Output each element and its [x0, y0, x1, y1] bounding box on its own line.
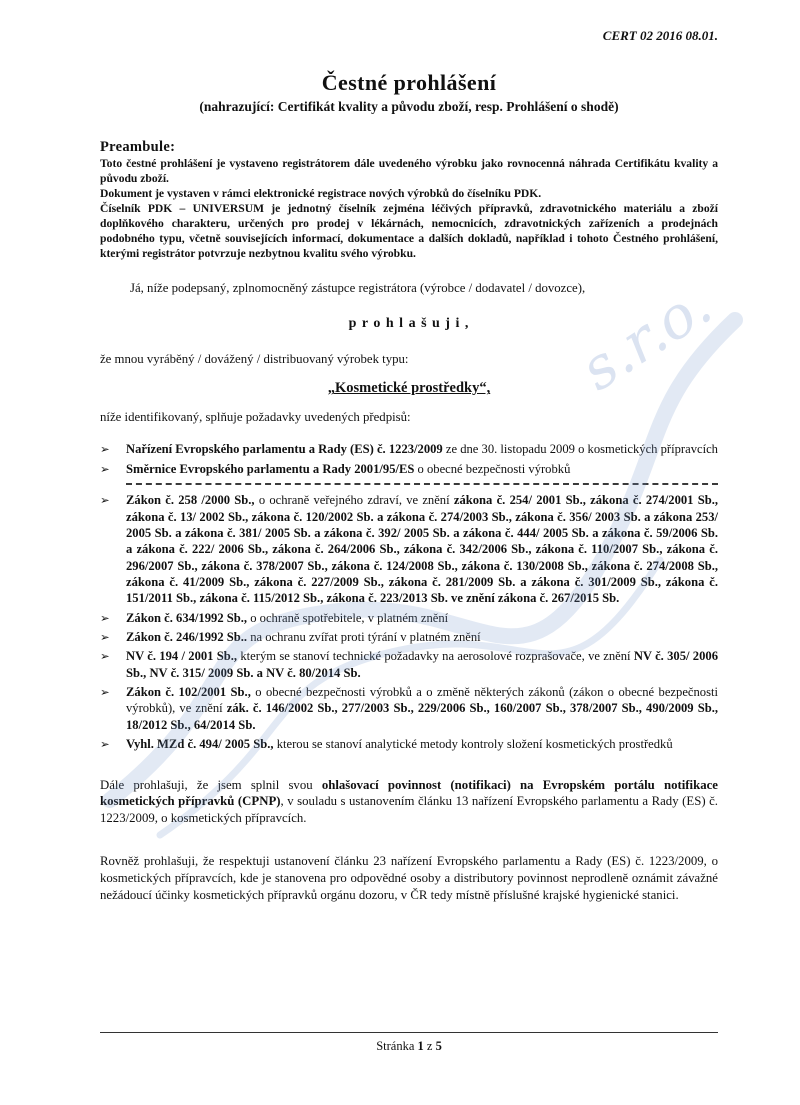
product-type: „Kosmetické prostředky“,	[327, 380, 491, 397]
law-item-text: Vyhl. MZd č. 494/ 2005 Sb., kterou se stanoví analytické metody kontroly složení kosmetických prostředků	[126, 737, 673, 752]
declaration-intro: Já, níže podepsaný, zplnomocněný zástupce registrátora (výrobce / dodavatel / dovozce),	[130, 281, 586, 296]
document-reference-code: CERT 02 2016 08.01.	[602, 28, 718, 43]
arrow-bullet-icon: ➢	[100, 444, 110, 457]
page-subtitle: (nahrazující: Certifikát kvality a původu zboží, resp. Prohlášení o shodě)	[199, 99, 619, 114]
law-item-text: Nařízení Evropského parlamentu a Rady (ES) č. 1223/2009 ze dne 30. listopadu 2009 o kosmetických přípravcích	[126, 442, 718, 457]
law-item	[100, 492, 718, 607]
law-item-text: Směrnice Evropského parlamentu a Rady 2001/95/ES o obecné bezpečnosti výrobků	[126, 461, 571, 476]
arrow-bullet-icon: ➢	[100, 495, 110, 508]
page-footer: Stránka 1 z 5	[100, 1032, 718, 1054]
compliance-line: níže identifikovaný, splňuje požadavky uvedených předpisů:	[100, 410, 411, 425]
arrow-bullet-icon: ➢	[100, 651, 110, 664]
law-item	[100, 684, 718, 733]
law-item	[100, 441, 718, 457]
preamble-paragraph: Dokument je vystaven v rámci elektronické registrace nových výrobků do číselníku PDK.	[100, 187, 542, 201]
closing-section	[100, 777, 718, 904]
law-item	[100, 610, 718, 626]
arrow-bullet-icon: ➢	[100, 687, 110, 700]
law-item-text: NV č. 194 / 2001 Sb., kterým se stanoví technické požadavky na aerosolové rozprašovače, ve znění NV č. 305/ 2006 Sb., NV č. 315/ 2009 Sb. a NV č. 80/2014 Sb.	[126, 649, 718, 680]
dashed-separator	[126, 483, 718, 485]
product-line: že mnou vyráběný / dovážený / distribuovaný výrobek typu:	[100, 352, 409, 367]
law-item	[100, 461, 718, 477]
law-item	[100, 736, 718, 752]
watermark-text: s.r.o.	[568, 270, 724, 404]
law-item-text: Zákon č. 246/1992 Sb.. na ochranu zvířat proti týrání v platném znění	[126, 630, 481, 645]
law-item	[100, 629, 718, 645]
closing-paragraph-article23: Rovněž prohlašuji, že respektuji ustanovení článku 23 nařízení Evropského parlamentu a Rady (ES) č. 1223/2009, o kosmetických přípravcích, kde je stanovena pro odpovědné osoby a distributory povinnost neprodleně oznámit závažné nežádoucí účinky kosmetických přípravků orgánu dozoru, v ČR tedy místně příslušné krajské hygienické stanici.	[100, 854, 718, 902]
law-item	[100, 648, 718, 681]
law-item-text: Zákon č. 634/1992 Sb., o ochraně spotřebitele, v platném znění	[126, 610, 449, 625]
preamble-paragraph: Toto čestné prohlášení je vystaveno registrátorem dále uvedeného výrobku jako rovnocenná náhrada Certifikátu kvality a původu zboží.	[100, 157, 718, 186]
page-title: Čestné prohlášení	[321, 70, 497, 95]
arrow-bullet-icon: ➢	[100, 739, 110, 752]
law-list	[100, 441, 718, 752]
preamble-heading: Preambule:	[100, 139, 176, 155]
arrow-bullet-icon: ➢	[100, 463, 110, 476]
declaration-verb: p r o h l a š u j i ,	[348, 316, 470, 332]
closing-paragraph-notification: Dále prohlašuji, že jsem splnil svou ohlašovací povinnost (notifikaci) na Evropském portálu notifikace kosmetických přípravků (CPNP), v souladu s ustanovením článku 13 nařízení Evropského parlamentu a Rady (ES) č. 1223/2009, o kosmetických přípravcích.	[100, 777, 718, 826]
arrow-bullet-icon: ➢	[100, 612, 110, 625]
preamble-section	[100, 156, 718, 261]
law-item-text: Zákon č. 102/2001 Sb., o obecné bezpečnosti výrobků a o změně některých zákonů (zákon o obecné bezpečnosti výrobků), ve znění zák. č. 146/2002 Sb., 277/2003 Sb., 229/2006 Sb., 160/2007 Sb., 378/2007 Sb., 490/2009 Sb., 18/2012 Sb., 64/2014 Sb.	[126, 685, 719, 732]
law-item-text: Zákon č. 258 /2000 Sb., o ochraně veřejného zdraví, ve znění zákona č. 254/ 2001 Sb., zákona č. 274/2001 Sb., zákona č. 13/ 2002 Sb., zákona č. 120/2002 Sb. a zákona č. 274/2003 Sb., zákona č. 356/ 2003 Sb. a zákona 253/ 2005 Sb. a zákona č. 381/ 2005 Sb. a zákona č. 392/ 2005 Sb. a zákona č. 444/ 2005 Sb. a zákona č. 59/2006 Sb. a zákona č. 222/ 2006 Sb., zákona č. 264/2006 Sb., zákona č. 342/2006 Sb., zákona č. 110/2007 Sb., zákona č. 296/2007 Sb., zákona č. 378/2007 Sb., zákona č. 124/2008 Sb., zákona č. 130/2008 Sb., zákona č. 274/2008 Sb., zákona č. 41/2009 Sb., zákona č. 227/2009 Sb., zákona č. 281/2009 Sb. a zákona č. 301/2009 Sb., zákona č. 151/2011 Sb., zákona č. 115/2012 Sb., zákona č. 223/2013 Sb. ve znění zákona č. 267/2015 Sb.	[126, 493, 719, 606]
arrow-bullet-icon: ➢	[100, 632, 110, 645]
preamble-paragraph: Číselník PDK – UNIVERSUM je jednotný číselník zejména léčivých přípravků, zdravotnického materiálu a zboží doplňkového charakteru, určených pro prodej v lékárnách, nemocnicích, zdravotnických zařízeních a prodejnách podobného typu, včetně souvisejících informací, dokumentace a dalších dokladů, například i tohoto Čestného prohlášení, kterými registrátor potvrzuje nezbytnou kvalitu svého výrobku.	[100, 202, 718, 261]
